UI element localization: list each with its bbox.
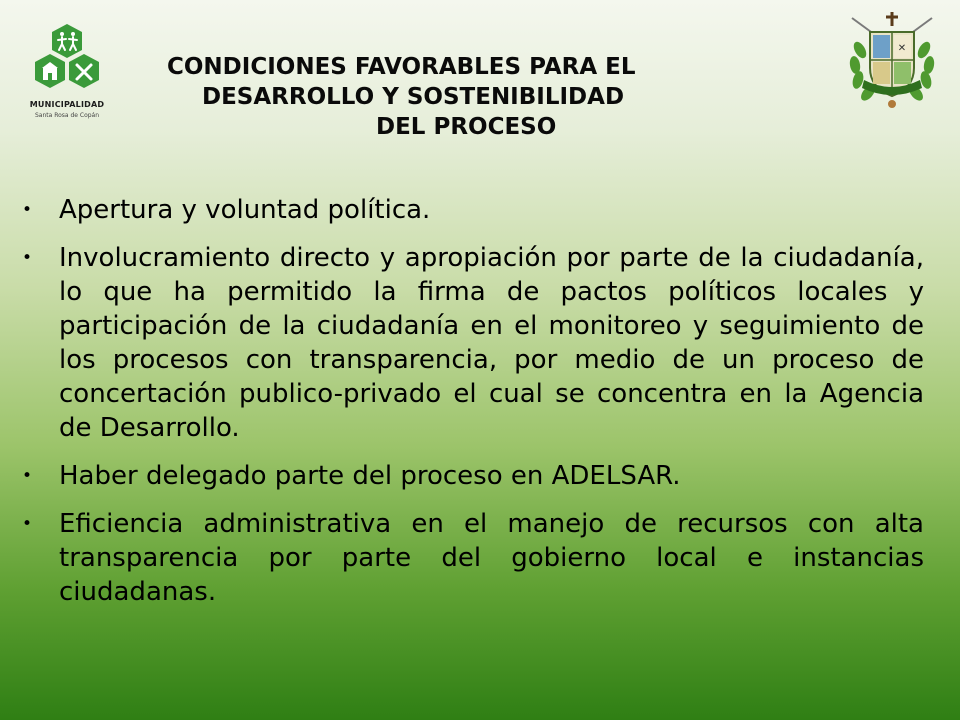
coat-of-arms-icon	[842, 10, 942, 112]
list-item-text: Involucramiento directo y apropiación por parte de la ciudadanía, lo que ha permitido la firma de pactos políticos locales y participación de la ciudadanía en el monitoreo y seguimiento de los procesos con transparencia, por medio de un proceso de concertación publico-privado el cual se concentra en la Agencia de Desarrollo.	[59, 243, 924, 443]
list-item	[22, 193, 924, 227]
list-item	[22, 459, 924, 493]
municipal-logo-icon	[22, 22, 112, 102]
title-line-2: DESARROLLO Y SOSTENIBILIDAD	[202, 84, 625, 110]
svg-text:✕: ✕	[897, 43, 907, 54]
bullet-list	[22, 193, 924, 609]
bullet-icon: •	[22, 466, 33, 486]
list-item	[22, 507, 924, 609]
title-line-1: CONDICIONES FAVORABLES PARA EL	[167, 54, 636, 80]
coat-of-arms	[842, 10, 942, 112]
list-item-text: Apertura y voluntad política.	[59, 195, 431, 225]
bullet-icon: •	[22, 248, 33, 268]
list-item	[22, 241, 924, 445]
title-line-3: DEL PROCESO	[376, 114, 557, 140]
list-item-text: Haber delegado parte del proceso en ADELSAR.	[59, 461, 681, 491]
brand-name: MUNICIPALIDAD	[29, 100, 105, 109]
bullet-icon: •	[22, 514, 33, 534]
page-title	[140, 52, 840, 142]
list-item-text: Eficiencia administrativa en el manejo de recursos con alta transparencia por parte del gobierno local e instancias ciudadanas.	[59, 509, 924, 607]
municipal-logo	[22, 22, 112, 124]
brand-subtitle: Santa Rosa de Copán	[34, 112, 100, 119]
bullet-icon: •	[22, 200, 33, 220]
